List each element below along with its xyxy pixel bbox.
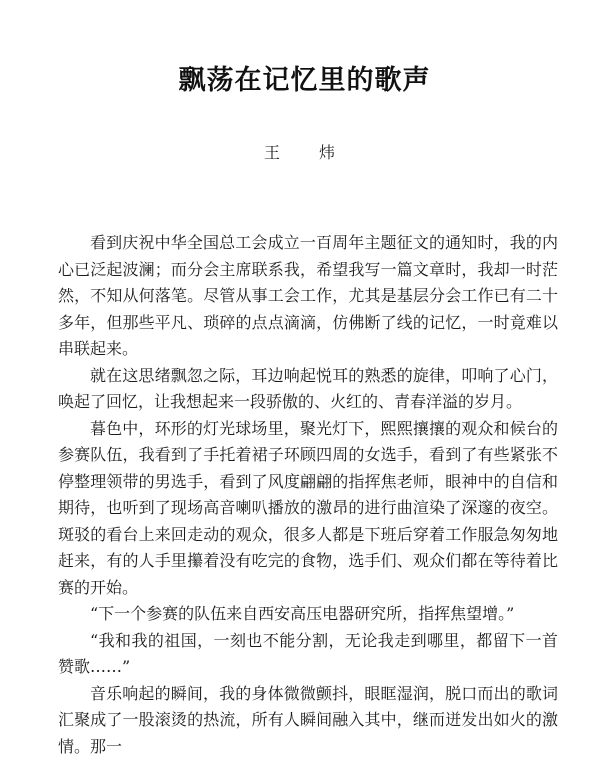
paragraph: “下一个参赛的队伍来自西安高压电器研究所，指挥焦望增。” xyxy=(90,604,515,623)
paragraph: 看到庆祝中华全国总工会成立一百周年主题征文的通知时，我的内心已泛起波澜；而分会主席联系我，希望我写一篇文章时，我却一时茫然，不知从何落笔。尽管从事工会工作，尤其是基层分会工作已有二十多年，但那些平凡、琐碎的点点滴滴，仿佛断了线的记忆，一时竟难以串联起来。 xyxy=(58,233,558,358)
article-body xyxy=(58,230,558,760)
article-author: 王 炜 xyxy=(263,143,346,162)
paragraph: 音乐响起的瞬间，我的身体微微颤抖，眼眶湿润，脱口而出的歌词汇聚成了一股滚烫的热流，所有人瞬间融入其中，继而迸发出如火的激情。那一 xyxy=(58,683,558,756)
paragraph: “我和我的祖国，一刻也不能分割，无论我走到哪里，都留下一首赞歌……” xyxy=(58,630,558,676)
paragraph: 暮色中，环形的灯光球场里，聚光灯下，熙熙攘攘的观众和候台的参赛队伍，我看到了手托着裙子环顾四周的女选手，看到了有些紧张不停整理领带的男选手，看到了风度翩翩的指挥焦老师，眼神中的自信和期待，也听到了现场高音喇叭播放的激昂的进行曲渲染了深邃的夜空。斑驳的看台上来回走动的观众，很多人都是下班后穿着工作服急匆匆地赶来，有的人手里攥着没有吃完的食物，选手们、观众们都在等待着比赛的开始。 xyxy=(58,418,558,597)
paragraph: 就在这思绪飘忽之际，耳边响起悦耳的熟悉的旋律，叩响了心门，唤起了回忆，让我想起来一段骄傲的、火红的、青春洋溢的岁月。 xyxy=(58,365,558,411)
article-title: 飘荡在记忆里的歌声 xyxy=(178,65,431,96)
